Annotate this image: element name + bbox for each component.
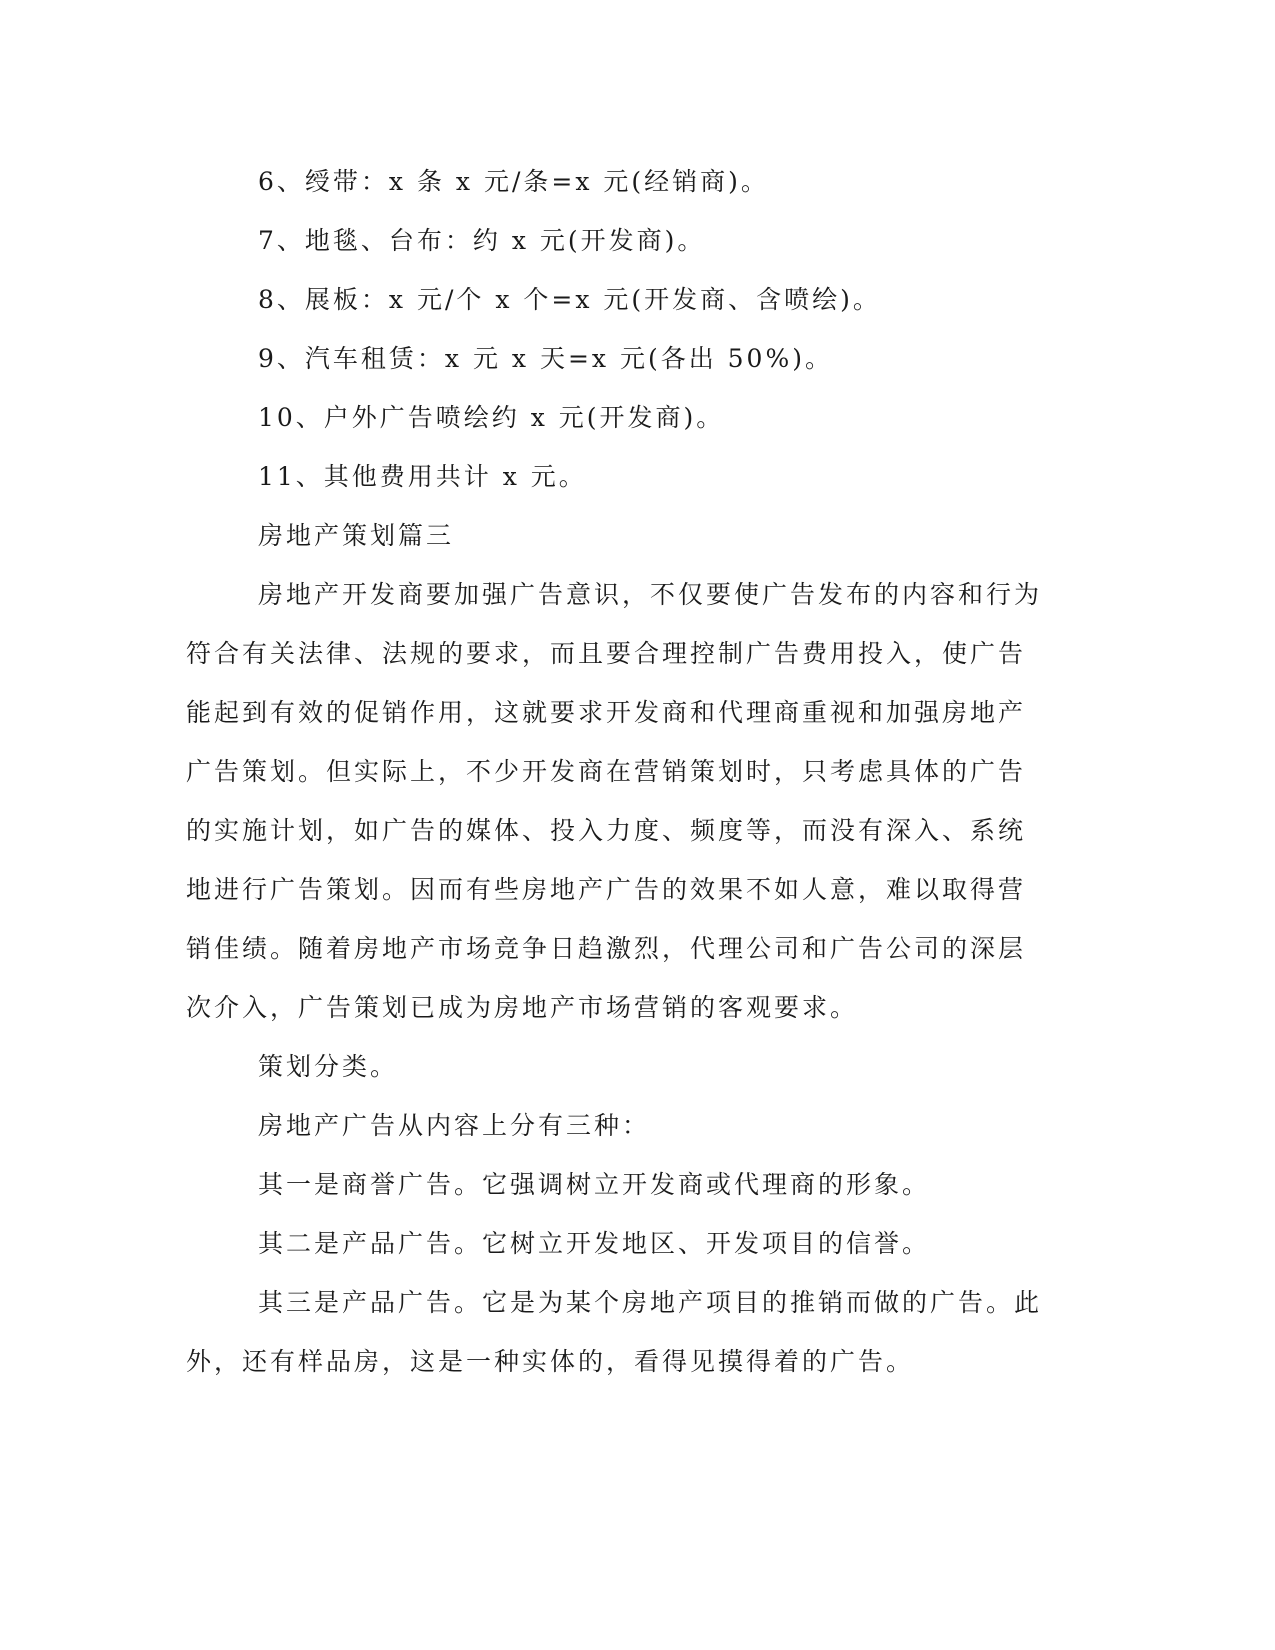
intro-paragraph-line: 房地产开发商要加强广告意识，不仅要使广告发布的内容和行为 [258,580,1043,609]
intro-paragraph-line: 次介入，广告策划已成为房地产市场营销的客观要求。 [186,993,859,1022]
list-item-7: 7、地毯、台布：约 x 元(开发商)。 [258,226,706,255]
list-item-11: 11、其他费用共计 x 元。 [258,462,587,491]
intro-paragraph-line: 的实施计划，如广告的媒体、投入力度、频度等，而没有深入、系统 [186,816,1027,845]
list-item-10: 10、户外广告喷绘约 x 元(开发商)。 [258,403,725,432]
intro-paragraph-line: 销佳绩。随着房地产市场竞争日趋激烈，代理公司和广告公司的深层 [186,934,1027,963]
type-one-paragraph: 其一是商誉广告。它强调树立开发商或代理商的形象。 [258,1170,931,1199]
list-item-9: 9、汽车租赁：x 元 x 天=x 元(各出 50%)。 [258,344,833,373]
type-two-paragraph: 其二是产品广告。它树立开发地区、开发项目的信誉。 [258,1229,931,1258]
classification-heading: 策划分类。 [258,1052,399,1081]
list-item-6: 6、绶带：x 条 x 元/条=x 元(经销商)。 [258,167,769,196]
intro-paragraph-line: 能起到有效的促销作用，这就要求开发商和代理商重视和加强房地产 [186,698,1027,727]
list-item-8: 8、展板：x 元/个 x 个=x 元(开发商、含喷绘)。 [258,285,881,314]
type-three-paragraph-line: 其三是产品广告。它是为某个房地产项目的推销而做的广告。此 [258,1288,1043,1317]
intro-paragraph-line: 地进行广告策划。因而有些房地产广告的效果不如人意，难以取得营 [186,875,1027,904]
intro-paragraph-line: 广告策划。但实际上，不少开发商在营销策划时，只考虑具体的广告 [186,757,1027,786]
content-types-intro: 房地产广告从内容上分有三种： [258,1111,651,1140]
section-title: 房地产策划篇三 [258,521,455,550]
intro-paragraph-line: 符合有关法律、法规的要求，而且要合理控制广告费用投入，使广告 [186,639,1027,668]
type-three-paragraph-line: 外，还有样品房，这是一种实体的，看得见摸得着的广告。 [186,1347,915,1376]
